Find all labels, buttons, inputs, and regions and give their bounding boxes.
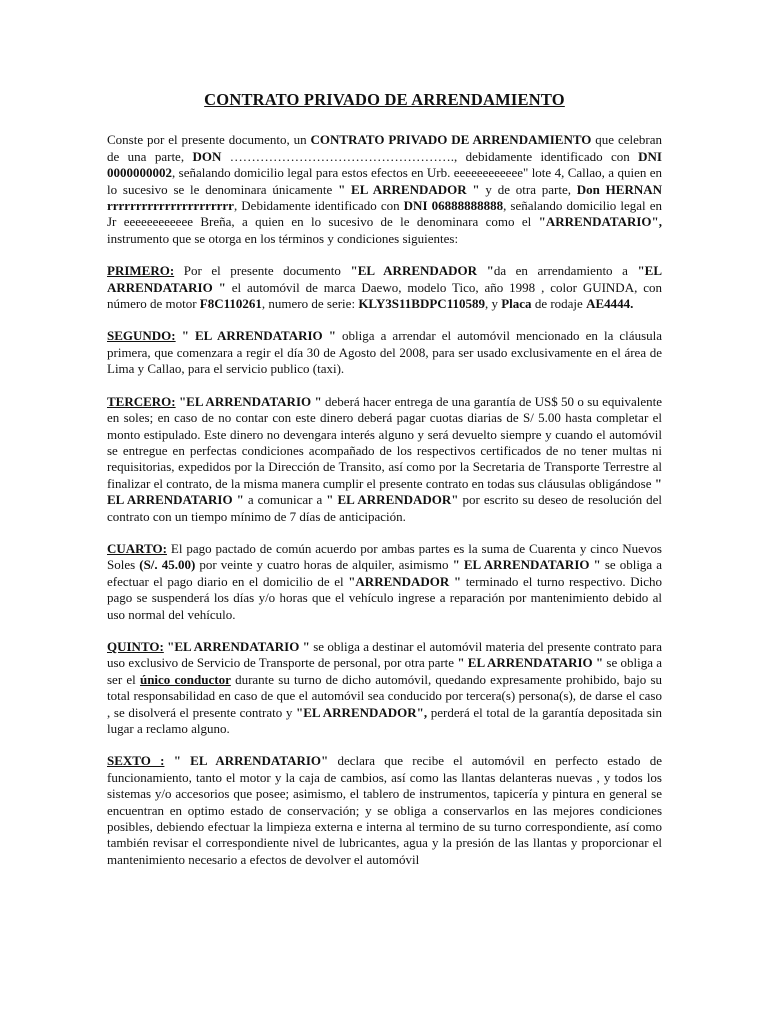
party-arrendatario: " EL ARRENDATARIO " xyxy=(457,655,604,671)
intro-text: instrumento que se otorga en los términos y condiciones siguientes: xyxy=(107,230,459,246)
party-arrendatario: " EL ARRENDATARIO " xyxy=(107,475,662,508)
clause-text: deberá hacer entrega de una garantía de US$ 50 o su equivalente en soles; en caso de no contar con este dinero deberá pagar cuotas diarias de S/ 5.00 hasta completar el monto estipulado. Este dinero no devengara interés alguno y será devuelto siempre y cuando el automóvil se entregue en perfectas condiciones acompañado de los respectivos certificados de no tener multas ni requisitorias, expedidos por la Dirección de Transito, así como por la Secretaria de Transporte Terrestre al finalizar el contrato, de la misma manera cumplir el presente contrato en todas sus cláusulas obligándose xyxy=(107,393,663,491)
party-arrendador: " EL ARRENDADOR " xyxy=(338,181,480,197)
don-label: DON xyxy=(192,148,222,164)
party-arrendatario: "EL ARRENDATARIO " xyxy=(107,263,663,295)
clause-sexto xyxy=(107,753,662,868)
clause-text: se obliga a efectuar el pago diario en el domicilio de el xyxy=(107,557,663,589)
clause-tercero xyxy=(107,394,662,525)
clause-segundo xyxy=(107,328,662,377)
payment-amount: (S/. 45.00) xyxy=(139,557,196,573)
party-arrendador: " EL ARRENDADOR" xyxy=(326,492,459,508)
clause-text: terminado el turno respectivo. Dicho pago se suspenderá los días y/o horas que el vehículo ingrese a reparación por mantenimiento debido al uso normal del vehículo. xyxy=(107,573,662,622)
clause-quinto xyxy=(107,639,662,737)
clause-text: , y xyxy=(484,296,502,312)
engine-number: F8C110261 xyxy=(199,296,262,312)
clause-text: Por el presente documento xyxy=(174,263,351,279)
clause-text: da en arrendamiento a xyxy=(493,263,638,279)
intro-text: , debidamente identificado con xyxy=(454,148,639,164)
party-arrendatario: " EL ARRENDATARIO" xyxy=(173,753,329,769)
party-arrendatario: "EL ARRENDATARIO " xyxy=(167,638,310,654)
party-arrendatario: "ARRENDATARIO", xyxy=(538,214,662,230)
clause-heading: TERCERO: xyxy=(107,393,176,409)
clause-heading: PRIMERO: xyxy=(107,263,175,279)
party-arrendatario: " EL ARRENDATARIO " xyxy=(452,557,601,573)
intro-text: Conste por el presente documento, un xyxy=(107,132,311,148)
clause-cuarto xyxy=(107,541,662,623)
party-arrendador: "ARRENDADOR " xyxy=(348,573,462,589)
clause-text: durante su turno de dicho automóvil, quedando expresamente prohibido, bajo su total responsabilidad en caso de que el automóvil sea conducido por tercera(s) persona(s), de darse el caso , se disolverá el presente contrato y xyxy=(107,671,663,720)
document-title: CONTRATO PRIVADO DE ARRENDAMIENTO xyxy=(204,90,565,109)
clause-text: de rodaje xyxy=(531,296,587,312)
party-arrendatario: " EL ARRENDATARIO " xyxy=(181,328,336,344)
clause-text: se obliga a ser el xyxy=(107,655,662,687)
party-arrendatario: "EL ARRENDATARIO " xyxy=(178,393,322,409)
name-placeholder-dots: ……………………………………………. xyxy=(221,148,455,164)
intro-paragraph xyxy=(107,132,662,247)
clause-text: declara que recibe el automóvil en perfecto estado de funcionamiento, tanto el motor y la caja de cambios, así como las llantas delanteras nuevas , y todos los sistemas y/o accesorios que posee; asimismo, el tablero de instrumentos, tapicería y pintura en general se encuentran en optimo estado de conservación; y se obliga a conservarlos en las mejores condiciones posibles, debiendo efectuar la limpieza externa e interna al termino de su turno correspondiente, así como también revisar el correspondiente nivel de lubricantes, agua y la presión de las llantas y proporcionar el mantenimiento necesario a efectos de devolver el automóvil xyxy=(107,753,662,867)
intro-text: , Debidamente identificado con xyxy=(233,198,404,214)
placa-number: AE4444. xyxy=(586,296,634,312)
contract-name: CONTRATO PRIVADO DE ARRENDAMIENTO xyxy=(310,132,592,148)
clause-text: El pago pactado de común acuerdo por ambas partes es la suma de Cuarenta y cinco Nuevos Soles xyxy=(107,540,662,573)
clause-text: a comunicar a xyxy=(243,492,327,508)
dni-arrendatario: DNI 06888888888 xyxy=(403,198,504,214)
placa-label: Placa xyxy=(501,296,532,312)
clause-primero xyxy=(107,263,662,312)
intro-text: , señalando domicilio legal para estos efectos en Urb. eeeeeeeeeeee" lote 4, Callao, a quien en lo sucesivo se le denominara únicamente xyxy=(107,165,662,197)
clause-text xyxy=(164,753,173,768)
clause-text: el automóvil de marca Daewo, modelo Tico, año 1998 , color GUINDA, con número de motor xyxy=(107,279,663,312)
clause-text: por veinte y cuatro horas de alquiler, asimismo xyxy=(195,557,453,573)
intro-text: que celebran de una parte, xyxy=(107,132,662,164)
party-arrendador: "EL ARRENDADOR " xyxy=(350,263,494,279)
serial-number: KLY3S11BDPC110589 xyxy=(358,296,485,312)
clause-text: obliga a arrendar el automóvil mencionado en la cláusula primera, que comenzara a regir el día 30 de Agosto del 2008, para ser usado exclusivamente en el área de Lima y Callao, para el servicio publico (taxi). xyxy=(107,328,663,377)
party-arrendador: "EL ARRENDADOR", xyxy=(296,704,428,720)
dni-arrendador: DNI 0000000002 xyxy=(107,148,662,181)
clause-text: perderá el total de la garantía depositada sin lugar a reclamo alguno. xyxy=(107,704,663,736)
unico-conductor: único conductor xyxy=(139,671,231,687)
intro-text: , señalando domicilio legal en Jr eeeeeeeeeeee Breña, a quien en lo sucesivo de le denominara como el xyxy=(107,198,662,230)
clause-heading: CUARTO: xyxy=(107,540,167,556)
party-hernan: Don HERNAN rrrrrrrrrrrrrrrrrrrrrr xyxy=(107,181,662,214)
clause-text: , numero de serie: xyxy=(261,296,359,312)
clause-text: por escrito su deseo de resolución del contrato con un tiempo mínimo de 7 días de anticipación. xyxy=(107,492,662,524)
clause-heading: SEGUNDO: xyxy=(107,328,176,344)
clause-text: se obliga a destinar el automóvil materia del presente contrato para uso exclusivo de Servicio de Transporte de personal, por otra parte xyxy=(107,638,663,671)
clause-heading: SEXTO : xyxy=(107,753,165,769)
clause-heading: QUINTO: xyxy=(107,638,164,654)
intro-text: y de otra parte, xyxy=(479,181,577,197)
